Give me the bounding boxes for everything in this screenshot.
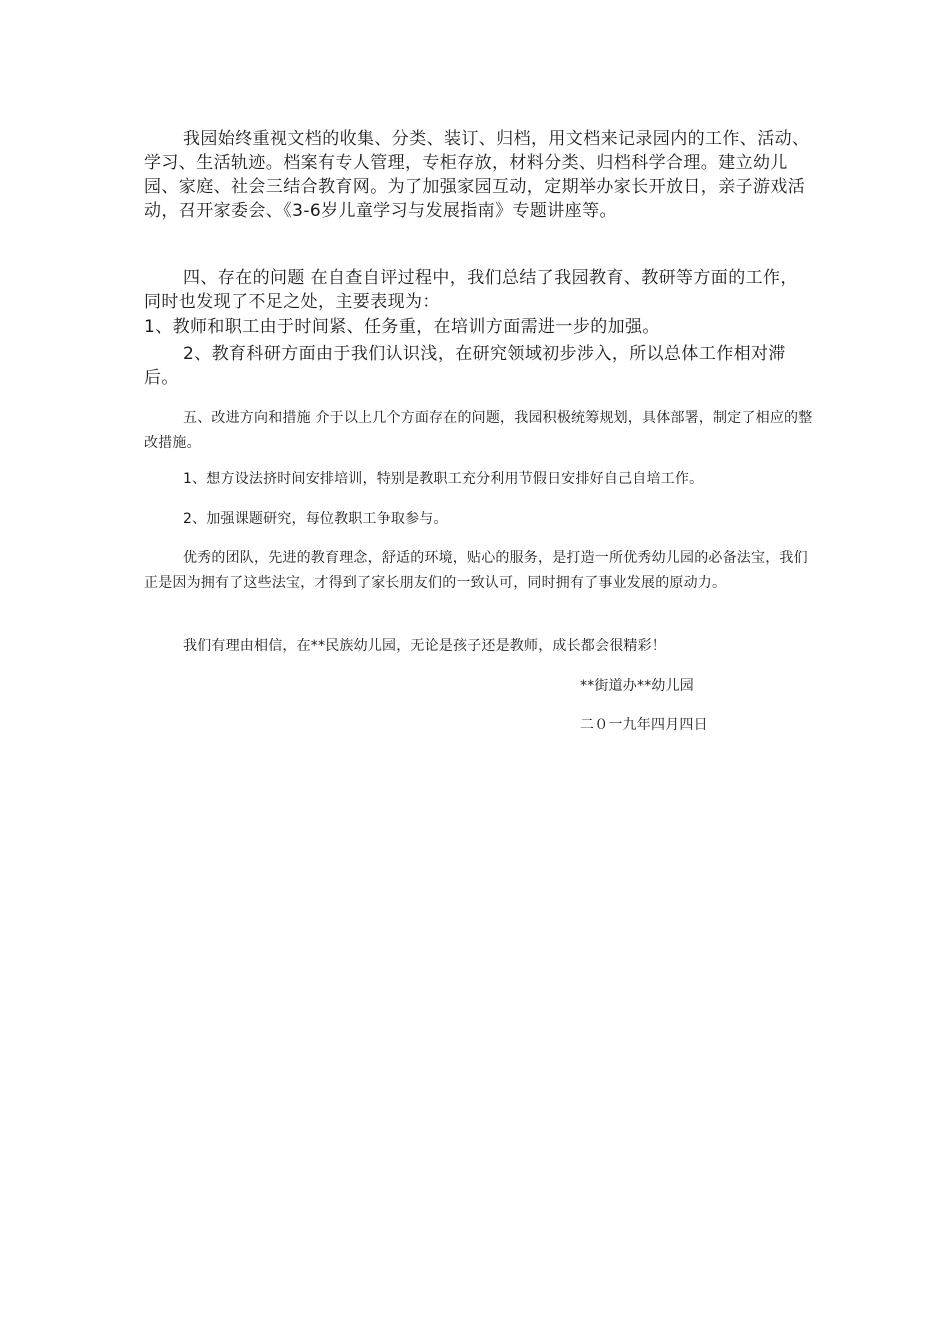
paragraph-closing: 我们有理由相信，在**民族幼儿园，无论是孩子还是教师，成长都会很精彩！	[183, 638, 666, 654]
signature-organization: **街道办**幼儿园	[580, 678, 694, 694]
paragraph-archives: 我园始终重视文档的收集、分类、装订、归档，用文档来记录园内的工作、活动、学习、生活轨迹。档案有专人管理，专柜存放，材料分类、归档科学合理。建立幼儿园、家庭、社会三结合教育网。为了加强家园互动，定期举办家长开放日，亲子游戏活动，召开家委会、《3-6岁儿童学习与发展指南》专题讲座等。	[144, 129, 810, 221]
paragraph-problem-2: 2、教育科研方面由于我们认识浅，在研究领域初步涉入，所以总体工作相对滞后。	[144, 344, 786, 388]
paragraph-team: 优秀的团队，先进的教育理念，舒适的环境，贴心的服务，是打造一所优秀幼儿园的必备法宝，我们正是因为拥有了这些法宝，才得到了家长朋友们的一致认可，同时拥有了事业发展的原动力。	[144, 550, 808, 591]
signature-date: 二０一九年四月四日	[580, 717, 708, 733]
paragraph-problem-1: 1、教师和职工由于时间紧、任务重，在培训方面需进一步的加强。	[144, 317, 660, 337]
paragraph-improvement-heading: 五、改进方向和措施 介于以上几个方面存在的问题，我园积极统筹规划，具体部署，制定了相应的整改措施。	[144, 410, 813, 451]
paragraph-measure-1: 1、想方设法挤时间安排培训，特别是教职工充分利用节假日安排好自己自培工作。	[183, 471, 704, 487]
paragraph-measure-2: 2、加强课题研究，每位教职工争取参与。	[183, 511, 448, 527]
paragraph-problems-heading: 四、存在的问题 在自查自评过程中，我们总结了我园教育、教研等方面的工作，同时也发现了不足之处，主要表现为：	[144, 268, 798, 312]
